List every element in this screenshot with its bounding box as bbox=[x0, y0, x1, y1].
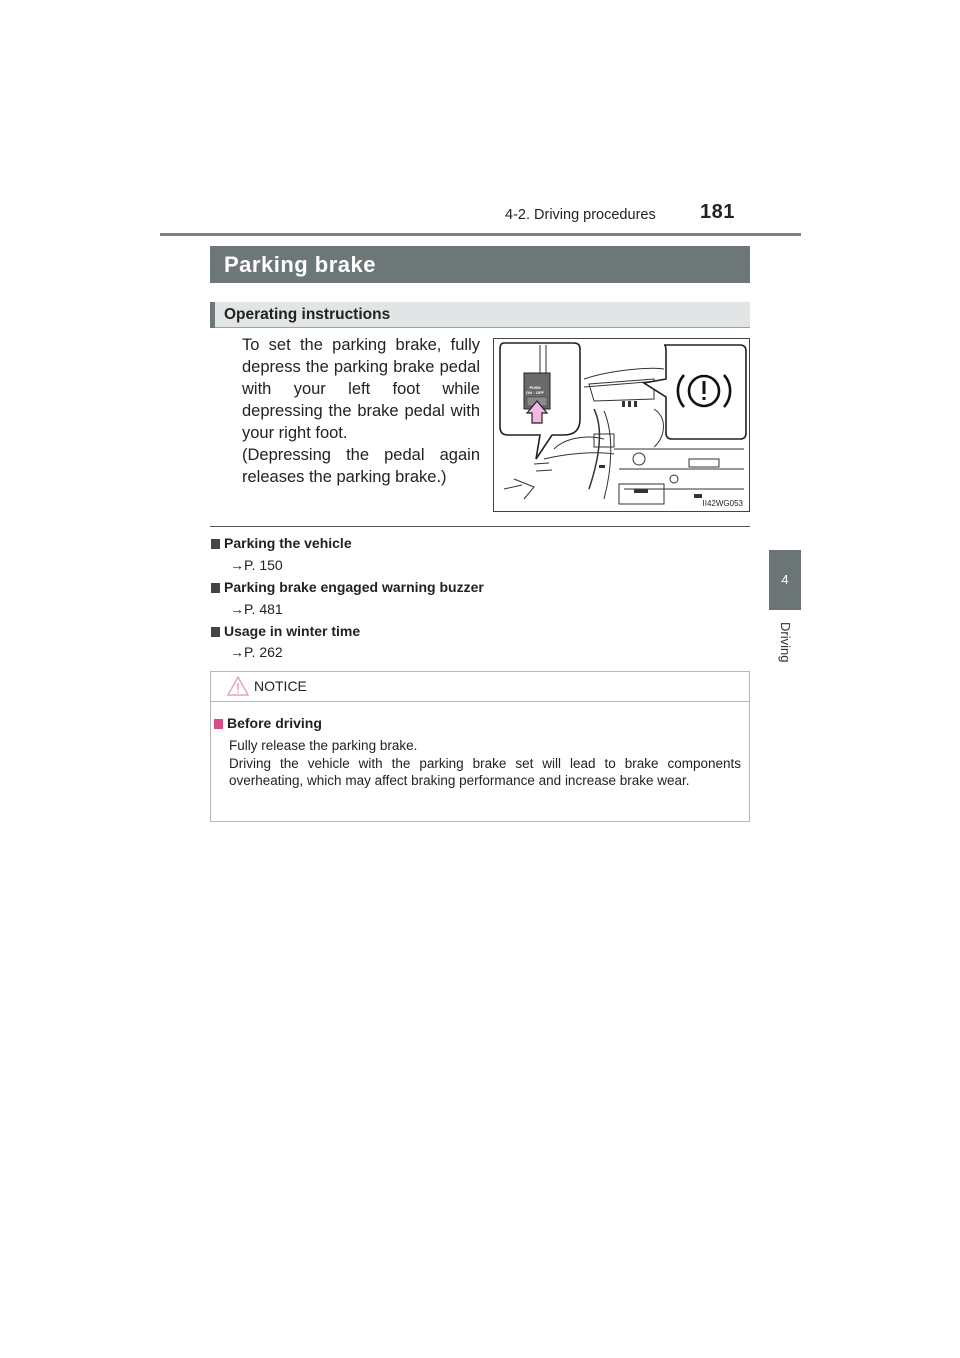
notice-box bbox=[210, 671, 750, 822]
instructions-text bbox=[242, 334, 480, 488]
notice-bullet-icon bbox=[214, 719, 223, 729]
subsection-title: Operating instructions bbox=[224, 306, 391, 323]
instructions-paragraph: To set the parking brake, fully depress the parking brake pedal with your left foot while depressing the brake pedal with your right foot. bbox=[242, 336, 480, 442]
header-rule bbox=[160, 233, 801, 236]
info-item-ref: →P. 150 bbox=[230, 557, 283, 573]
info-item-ref: →P. 262 bbox=[230, 644, 283, 660]
notice-line: Driving the vehicle with the parking brake set will lead to brake components overheating, which may affect braking performance and increase brake wear. bbox=[229, 755, 741, 788]
push-button-label bbox=[522, 385, 548, 395]
notice-line: Fully release the parking brake. bbox=[229, 738, 418, 753]
bullet-square-icon bbox=[211, 583, 220, 593]
dashboard-illustration bbox=[493, 338, 750, 512]
push-label-line1: PUSH bbox=[529, 385, 541, 390]
subsection-accent bbox=[210, 302, 215, 328]
dashboard-drawing bbox=[494, 339, 750, 512]
bullet-square-icon bbox=[211, 539, 220, 549]
running-header-section: 4-2. Driving procedures bbox=[505, 207, 656, 223]
chapter-label bbox=[770, 622, 800, 682]
instructions-note: (Depressing the pedal again releases the parking brake.) bbox=[242, 446, 480, 486]
subsection-bar bbox=[210, 302, 750, 328]
notice-label: NOTICE bbox=[254, 678, 307, 694]
info-item-title bbox=[211, 579, 484, 595]
info-item-title-text: Parking brake engaged warning buzzer bbox=[224, 579, 484, 595]
section-divider bbox=[210, 526, 750, 527]
notice-title bbox=[214, 715, 322, 731]
page-number: 181 bbox=[700, 201, 735, 223]
info-item-title bbox=[211, 535, 352, 551]
bullet-square-icon bbox=[211, 627, 220, 637]
info-item-title bbox=[211, 623, 360, 639]
section-title: Parking brake bbox=[210, 246, 750, 283]
chapter-label-text: Driving bbox=[778, 622, 793, 663]
info-item-ref: →P. 481 bbox=[230, 601, 283, 617]
notice-body bbox=[229, 737, 741, 790]
notice-header bbox=[211, 672, 749, 702]
info-item-title-text: Usage in winter time bbox=[224, 623, 361, 639]
warning-triangle-icon bbox=[227, 676, 249, 696]
chapter-tab: 4 bbox=[769, 550, 801, 610]
info-item-title-text: Parking the vehicle bbox=[224, 535, 352, 551]
notice-title-text: Before driving bbox=[227, 715, 322, 731]
illustration-code: II42WG053 bbox=[702, 499, 743, 508]
push-label-line2: ON⇔OFF bbox=[526, 390, 544, 395]
